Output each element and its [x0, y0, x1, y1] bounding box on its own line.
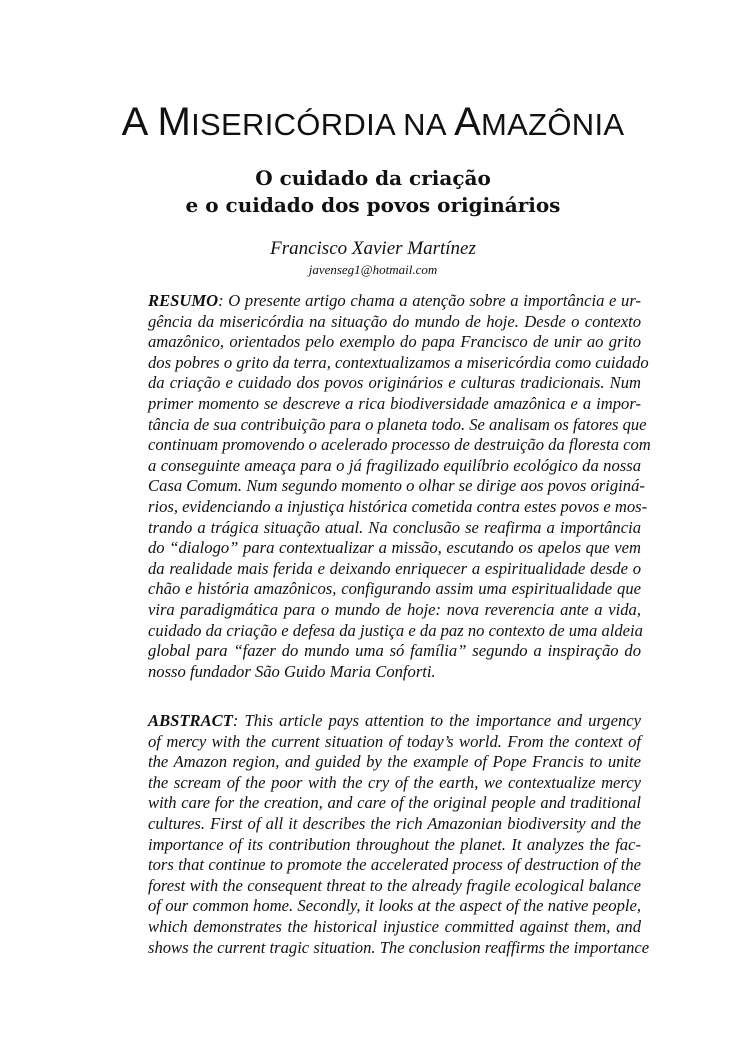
resumo-line: nosso fundador São Guido Maria Conforti. — [148, 661, 436, 681]
abstract-label: ABSTRACT — [148, 711, 233, 730]
abstract-line: the Amazon region, and guided by the example of Pope Francis to unite — [148, 752, 641, 772]
abstract-line: forest with the consequent threat to the already fragile ecological balance — [148, 875, 641, 895]
resumo-label: RESUMO — [148, 291, 219, 310]
abstract-line: of mercy with the current situation of today’s world. From the context of — [148, 731, 641, 751]
title-initial-a2: A — [454, 100, 482, 144]
resumo-line: vira paradigmática para o mundo de hoje: nova reverencia ante a vida, — [148, 599, 641, 619]
resumo-line: trando a trágica situação atual. Na conclusão se reafirma a importância — [148, 517, 641, 537]
title-initial-m: M — [157, 100, 192, 144]
resumo-line: gência da misericórdia na situação do mundo de hoje. Desde o contexto — [148, 311, 641, 331]
title-initial-a: A — [121, 100, 149, 144]
abstract-line: shows the current tragic situation. The conclusion reaffirms the importance — [148, 937, 650, 957]
resumo-line: RESUMO: O presente artigo chama a atenção sobre a importância e ur- — [148, 291, 641, 310]
abstract-line: of our common home. Secondly, it looks at the aspect of the native people, — [148, 896, 641, 916]
subtitle-line-1: O cuidado da criação — [255, 166, 491, 190]
resumo-line: cuidado da criação e defesa da justiça e da paz no contexto de uma aldeia — [148, 620, 643, 640]
resumo-line: primer momento se descreve a rica biodiversidade amazônica e a impor- — [148, 393, 641, 413]
author-email: javenseg1@hotmail.com — [308, 262, 438, 277]
resumo-line: Casa Comum. Num segundo momento o olhar se dirige aos povos originá- — [148, 476, 645, 496]
abstract-line: cultures. First of all it describes the rich Amazonian biodiversity and the — [148, 813, 641, 833]
resumo-line: global para “fazer do mundo uma só família” segundo a inspiração do — [148, 641, 641, 661]
resumo-line: a conseguinte ameaça para o já fragilizado equilíbrio ecológico da nossa — [148, 455, 641, 475]
author-name: Francisco Xavier Martínez — [270, 238, 476, 259]
article-subtitle — [0, 165, 746, 219]
abstract-line: which demonstrates the historical injustice committed against them, and — [148, 916, 641, 936]
title-end: MAZÔNIA — [481, 107, 625, 142]
abstract-line: the scream of the poor with the cry of the earth, we contextualize mercy — [148, 772, 641, 792]
abstract-line: tors that continue to promote the accelerated process of destruction of the — [148, 855, 641, 875]
abstract-line: importance of its contribution throughout the planet. It analyzes the fac- — [148, 834, 641, 854]
resumo-line: da realidade mais ferida e deixando enriquecer a espiritualidade desde o — [148, 558, 641, 578]
resumo-line: continuam promovendo o acelerado processo de destruição da floresta com — [148, 435, 651, 455]
resumo-line: dos pobres o grito da terra, contextualizamos a misericórdia como cuidado — [148, 352, 649, 372]
resumo-section — [148, 291, 651, 682]
resumo-line: amazônico, orientados pelo exemplo do papa Francisco de unir ao grito — [148, 332, 641, 352]
resumo-line: chão e história amazônicos, configurando assim uma espiritualidade que — [148, 579, 641, 599]
subtitle-line-2: e o cuidado dos povos originários — [185, 193, 561, 217]
resumo-line: rios, evidenciando a injustiça histórica cometida contra estes povos e mos- — [148, 496, 648, 516]
resumo-line: do “dialogo” para contextualizar a missão, escutando os apelos que vem — [148, 538, 641, 558]
resumo-line: da criação e cuidado dos povos originários e culturas tradicionais. Num — [148, 373, 641, 393]
article-title — [0, 100, 746, 147]
title-middle: ISERICÓRDIA NA — [191, 107, 446, 142]
abstract-line: ABSTRACT: This article pays attention to the importance and urgency — [148, 711, 641, 730]
abstract-section — [148, 711, 650, 958]
abstract-line: with care for the creation, and care of the original people and traditional — [148, 793, 641, 813]
resumo-line: tância de sua contribuição para o planeta todo. Se analisam os fatores que — [148, 414, 647, 434]
